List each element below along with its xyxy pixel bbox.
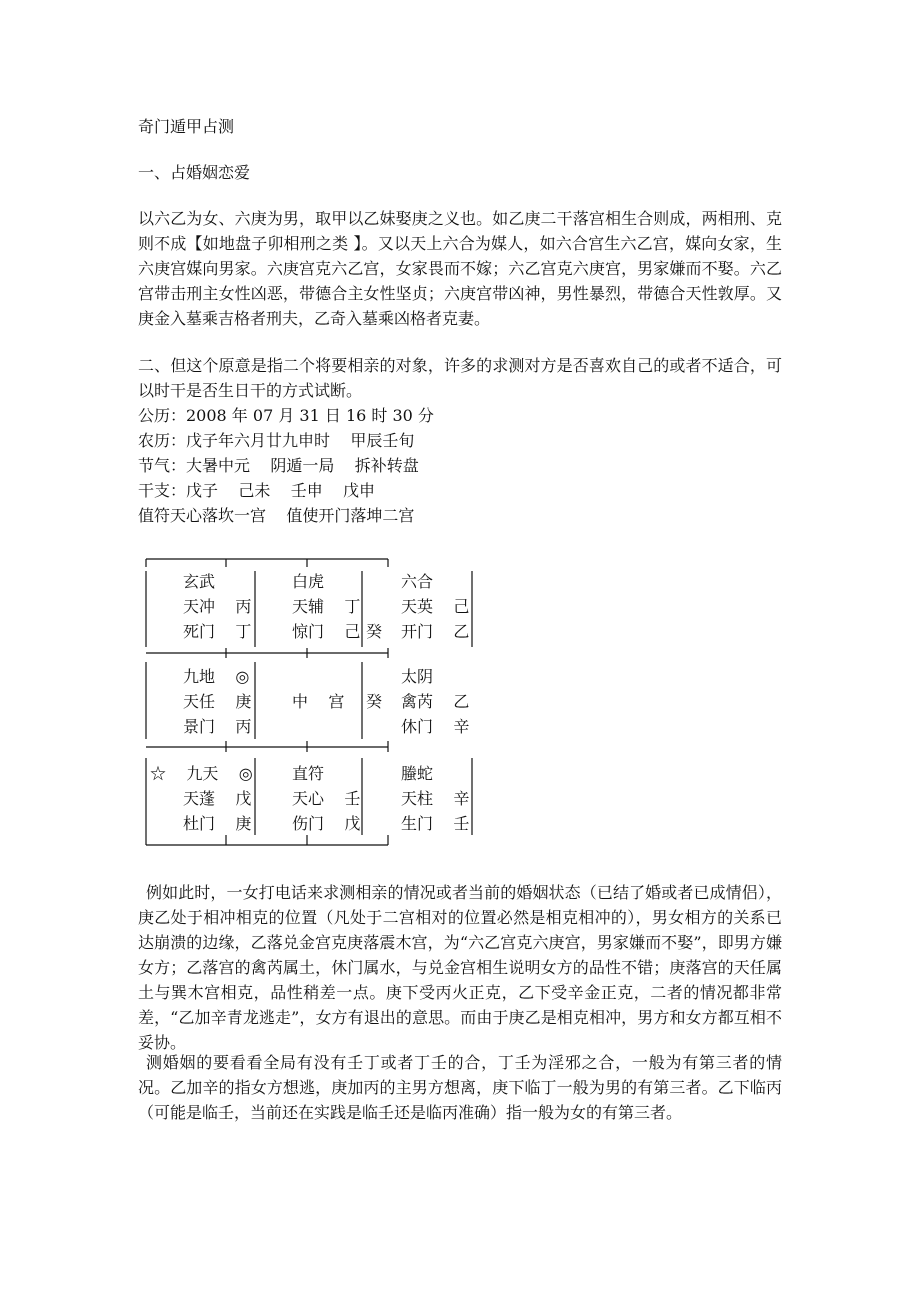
paragraph-section-two: 二、但这个原意是指二个将要相亲的对象，许多的求测对方是否喜欢自己的或者不适合，可以时干是否生日干的方式试断。 (138, 356, 782, 400)
side-mark-row2: 癸 (366, 692, 383, 711)
palace-6-door: 生门 壬 (401, 814, 470, 833)
qimen-chart (142, 555, 478, 850)
side-mark-row1: 癸 (366, 622, 383, 641)
palace-4-star: 天冲 丙 (183, 597, 252, 616)
palace-8-deity: ☆ 九天 ◎ (150, 764, 253, 783)
palace-1-door: 伤门 戊 (292, 814, 361, 833)
palace-6-star: 天柱 辛 (401, 789, 470, 808)
palace-7-deity: 太阴 (401, 667, 434, 686)
palace-9-star: 天辅 丁 (292, 597, 361, 616)
paragraph-example-analysis: 例如此时，一女打电话来求测相亲的情况或者当前的婚姻状态（已结了婚或者已成情侣），庚乙处于相冲相克的位置（凡处于二宫相对的位置必然是相克相冲的），男女相方的关系已达崩溃的边缘，乙落兑金宫克庚落震木宫，为“六乙宫克六庚宫，男家嫌而不娶”，即男方嫌女方；乙落宫的禽芮属土，休门属水，与兑金宫相生说明女方的品性不错；庚落宫的天任属土与巽木宫相克，品性稍差一点。庚下受丙火正克，乙下受辛金正克，二者的情况都非常差，“乙加辛青龙逃走”，女方有退出的意思。而由于庚乙是相克相冲，男方和女方都互相不妥协。 (138, 883, 782, 1052)
paragraph-rules: 以六乙为女、六庚为男，取甲以乙妹娶庚之义也。如乙庚二干落宫相生合则成，两相刑、克则不成【如地盘子卯相刑之类 】。又以天上六合为媒人，如六合宫生六乙宫，媒向女家，生六庚宫媒向男家。六庚宫克六乙宫，女家畏而不嫁；六乙宫克六庚宫，男家嫌而不娶。六乙宫带击刑主女性凶恶，带德合主女性坚贞；六庚宫带凶神，男性暴烈，带德合天性敦厚。又庚金入墓乘吉格者刑夫，乙奇入墓乘凶格者克妻。 (138, 209, 782, 328)
palace-9-deity: 白虎 (292, 572, 325, 591)
palace-3-deity: 九地 ◎ (183, 667, 250, 686)
palace-9-door: 惊门 己 (292, 622, 361, 641)
info-line-solar-term: 节气：大暑中元 阴遁一局 拆补转盘 (138, 456, 419, 475)
palace-1-star: 天心 壬 (292, 789, 361, 808)
palace-7-star: 禽芮 乙 (401, 692, 470, 711)
page-title: 奇门遁甲占测 (138, 117, 235, 136)
palace-2-deity: 六合 (401, 572, 434, 591)
palace-6-deity: 螣蛇 (401, 764, 434, 783)
info-line-zhifu: 值符天心落坎一宫 值使开门落坤二宫 (138, 506, 415, 525)
palace-2-star: 天英 己 (401, 597, 470, 616)
info-line-gregorian: 公历：2008 年 07 月 31 日 16 时 30 分 (138, 406, 434, 425)
palace-8-star: 天蓬 戊 (183, 789, 252, 808)
palace-1-deity: 直符 (292, 764, 325, 783)
palace-2-door: 开门 乙 (401, 622, 470, 641)
palace-4-door: 死门 丁 (183, 622, 252, 641)
info-line-lunar: 农历：戊子年六月廿九申时 甲辰壬旬 (138, 431, 415, 450)
palace-3-star: 天任 庚 (183, 692, 252, 711)
paragraph-third-party: 测婚姻的要看看全局有没有壬丁或者丁壬的合，丁壬为淫邪之合，一般为有第三者的情况。乙加辛的指女方想逃，庚加丙的主男方想离，庚下临丁一般为男的有第三者。乙下临丙（可能是临壬，当前还在实践是临壬还是临丙准确）指一般为女的有第三者。 (138, 1053, 782, 1122)
section-heading-marriage: 一、占婚姻恋爱 (138, 163, 251, 182)
palace-7-door: 休门 辛 (401, 717, 470, 736)
palace-4-deity: 玄武 (183, 572, 216, 591)
palace-3-door: 景门 丙 (183, 717, 252, 736)
palace-8-door: 杜门 庚 (183, 814, 252, 833)
info-line-ganzhi: 干支：戊子 己未 壬申 戊申 (138, 481, 376, 500)
palace-5-center: 中 宫 (292, 692, 345, 711)
